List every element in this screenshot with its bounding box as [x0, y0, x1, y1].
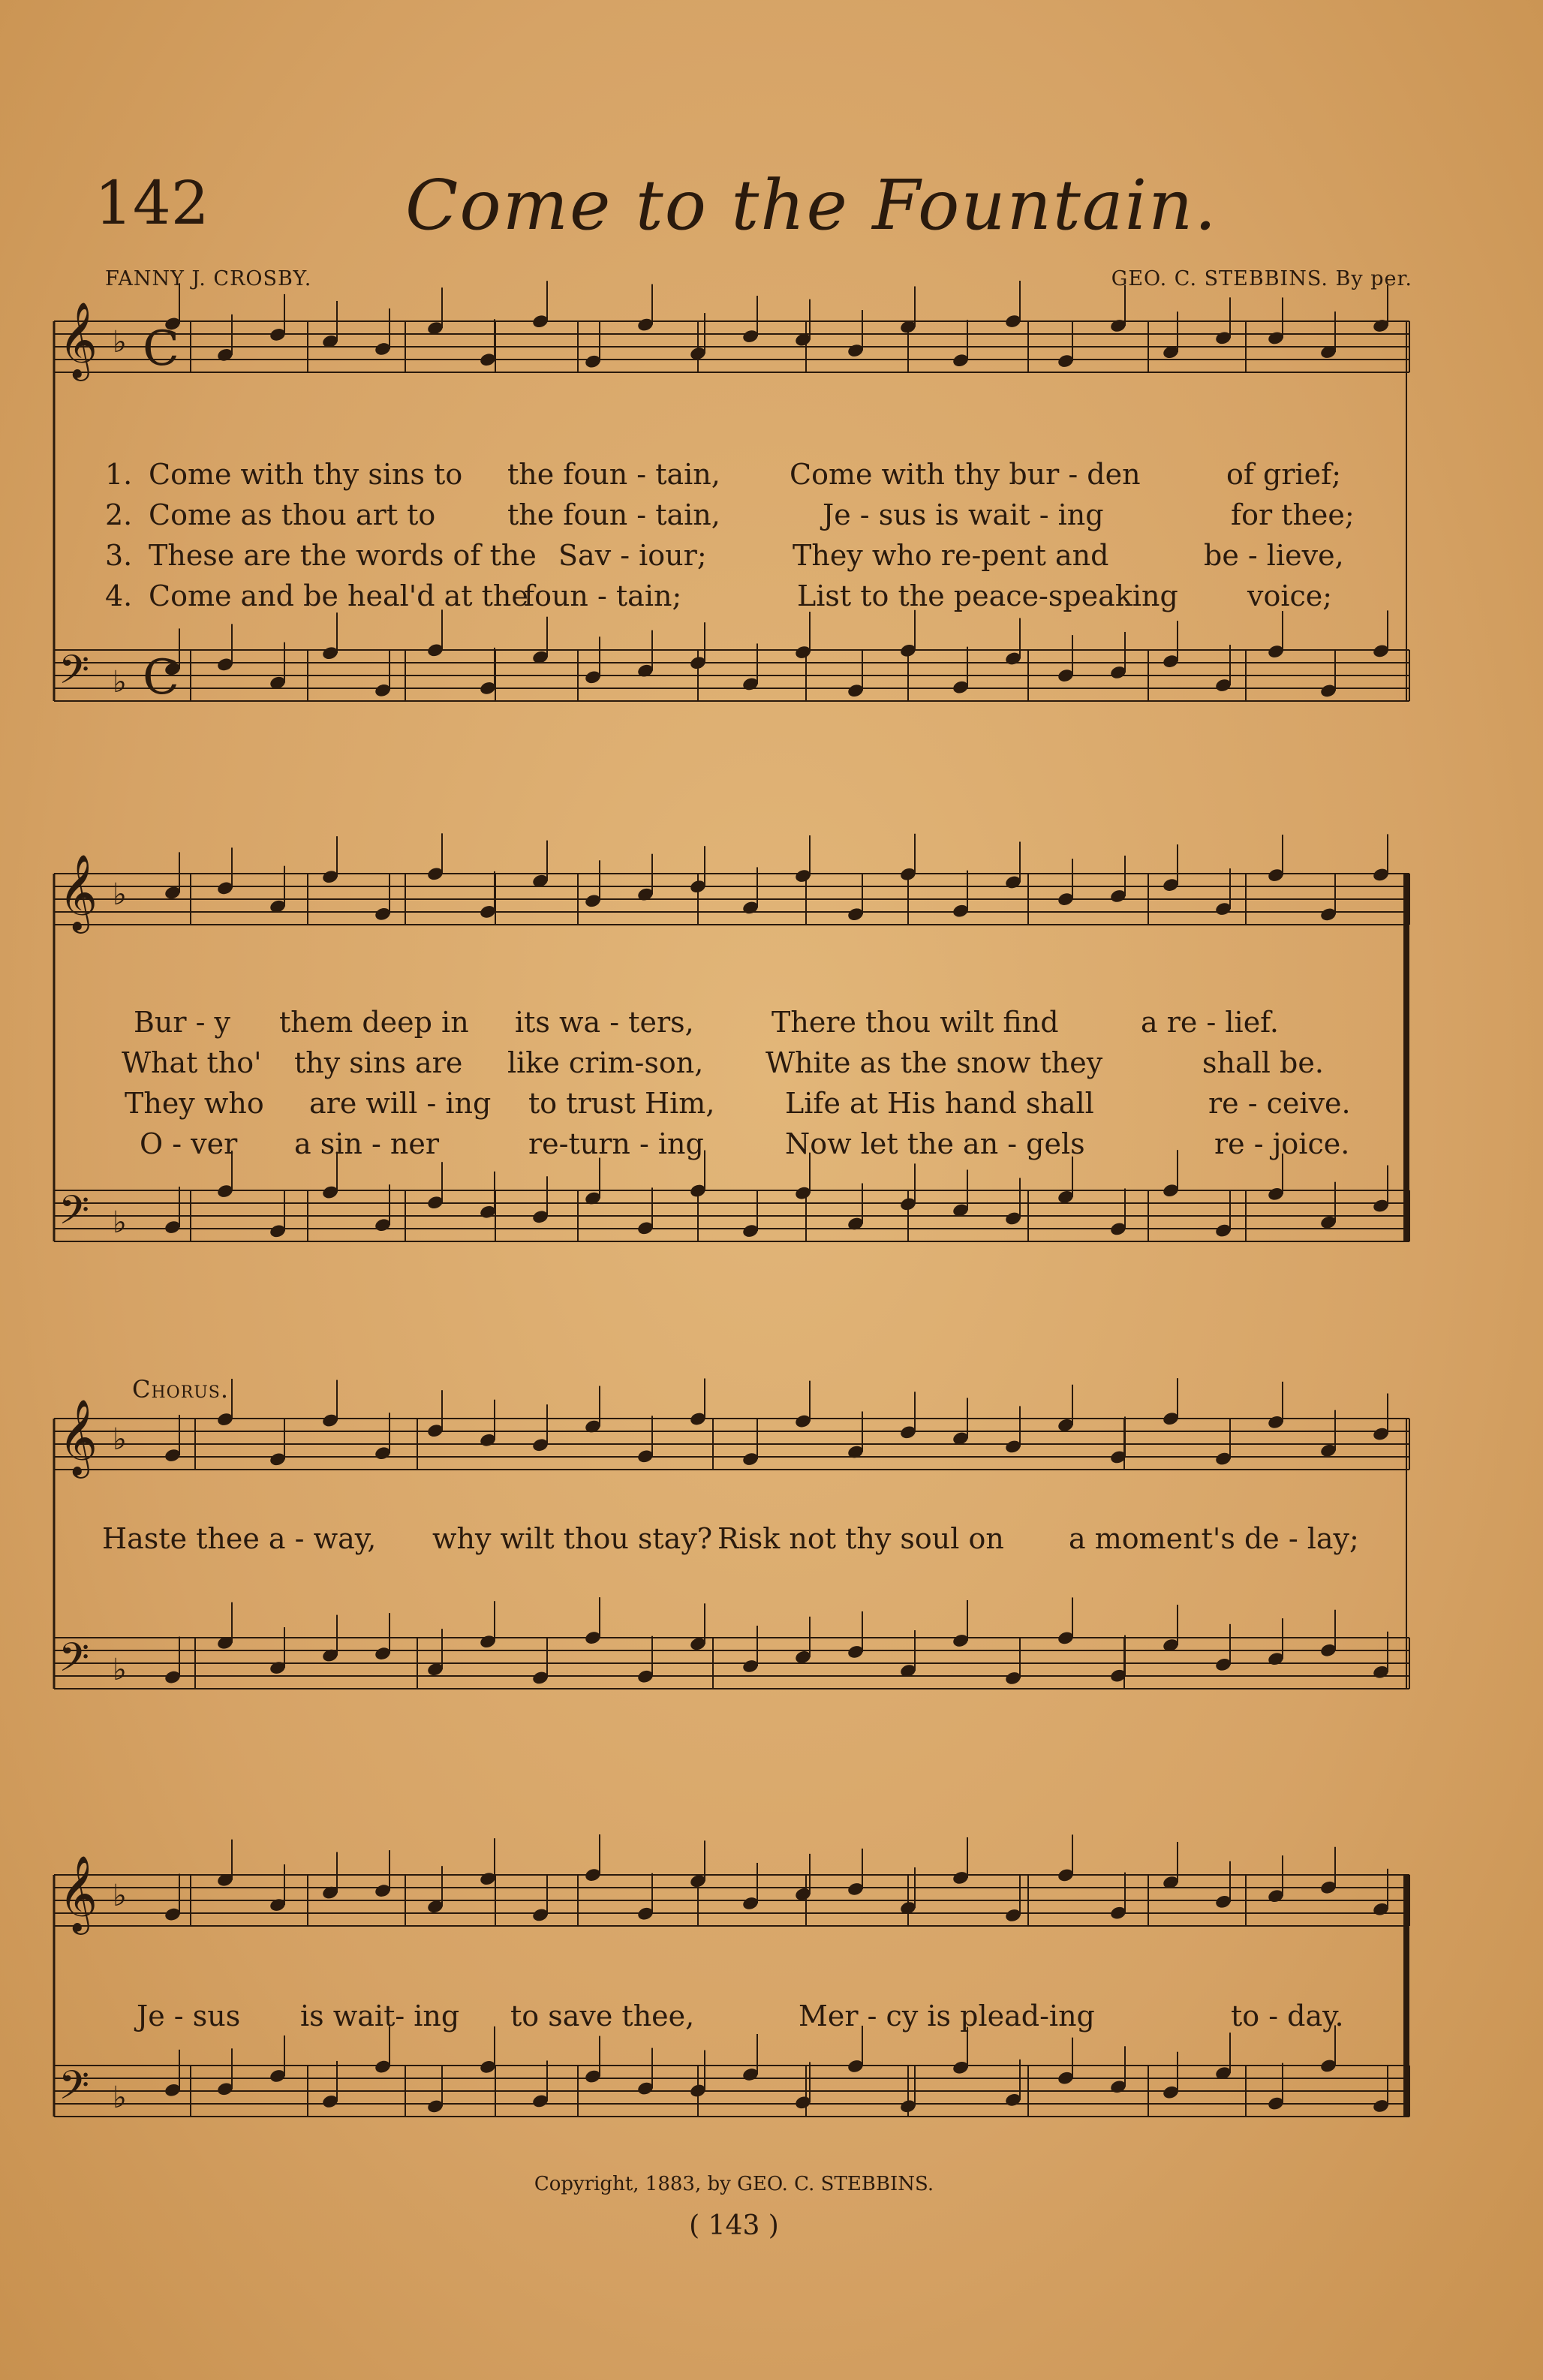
- chorus-line-2: [0, 1999, 1543, 2034]
- verse-3-line-1: [0, 539, 1543, 573]
- lyric-segment: These are the words of the: [149, 539, 537, 572]
- lyric-segment: re-turn - ing: [528, 1127, 704, 1160]
- treble-clef-icon: 𝄞: [59, 853, 98, 931]
- lyric-segment: thy sins are: [294, 1046, 463, 1079]
- lyric-segment: be - lieve,: [1204, 539, 1344, 572]
- chorus-line-1: [0, 1522, 1543, 1557]
- composer-credit: GEO. C. STEBBINS. By per.: [1111, 267, 1412, 290]
- verse-4-line-2: [0, 1127, 1543, 1162]
- lyric-segment: to trust Him,: [528, 1087, 715, 1120]
- lyric-segment: Come as thou art to: [149, 498, 436, 531]
- lyric-segment: List to the peace-speaking: [797, 579, 1178, 612]
- flat-icon: ♭: [113, 1653, 127, 1688]
- verse-3-line-2: [0, 1087, 1543, 1121]
- flat-icon: ♭: [113, 1422, 127, 1457]
- lyric-segment: Mer - cy is plead-ing: [799, 1999, 1095, 2032]
- chorus-label: Chorus.: [132, 1375, 230, 1404]
- page-number: ( 143 ): [689, 2210, 779, 2241]
- author-credit: FANNY J. CROSBY.: [105, 267, 312, 290]
- lyric-segment: to - day.: [1231, 1999, 1344, 2032]
- common-time-icon: C: [143, 320, 179, 377]
- lyric-segment: to save thee,: [510, 1999, 695, 2032]
- verse-number: 4.: [105, 579, 133, 612]
- lyric-segment: Haste thee a - way,: [102, 1522, 377, 1555]
- lyric-segment: why wilt thou stay?: [432, 1522, 713, 1555]
- verse-2-line-1: [0, 498, 1543, 533]
- treble-clef-icon: 𝄞: [59, 300, 98, 378]
- hymn-number: 142: [95, 168, 209, 238]
- treble-clef-icon: 𝄞: [59, 1854, 98, 1932]
- lyric-segment: its wa - ters,: [515, 1006, 694, 1039]
- bass-clef-icon: 𝄢: [59, 1187, 90, 1244]
- treble-clef-icon: 𝄞: [59, 1398, 98, 1476]
- lyric-segment: a re - lief.: [1141, 1006, 1279, 1039]
- bass-clef-icon: 𝄢: [59, 647, 90, 703]
- common-time-icon: C: [143, 649, 179, 706]
- hymn-title: Come to the Fountain.: [405, 165, 1218, 245]
- flat-icon: ♭: [113, 1878, 127, 1913]
- lyric-segment: Come with thy bur - den: [790, 458, 1141, 491]
- lyric-segment: White as the snow they: [765, 1046, 1103, 1079]
- verse-1-line-2: [0, 1006, 1543, 1040]
- flat-icon: ♭: [113, 665, 127, 700]
- lyric-segment: for thee;: [1231, 498, 1355, 531]
- bass-clef-icon: 𝄢: [59, 1635, 90, 1691]
- lyric-segment: What tho': [122, 1046, 262, 1079]
- lyric-segment: They who re-pent and: [793, 539, 1109, 572]
- lyric-segment: foun - tain;: [524, 579, 682, 612]
- lyric-segment: There thou wilt find: [772, 1006, 1059, 1039]
- verse-number: 3.: [105, 539, 133, 572]
- lyric-segment: Come with thy sins to: [149, 458, 463, 491]
- lyric-segment: Risk not thy soul on: [717, 1522, 1004, 1555]
- flat-icon: ♭: [113, 1205, 127, 1241]
- lyric-segment: Come and be heal'd at the: [149, 579, 528, 612]
- lyric-segment: are will - ing: [309, 1087, 492, 1120]
- verse-4-line-1: [0, 579, 1543, 614]
- lyric-segment: a moment's de - lay;: [1069, 1522, 1359, 1555]
- verse-number: 2.: [105, 498, 133, 531]
- lyric-segment: a sin - ner: [294, 1127, 439, 1160]
- lyric-segment: Je - sus is wait - ing: [823, 498, 1104, 531]
- lyric-segment: like crim-son,: [507, 1046, 704, 1079]
- lyric-segment: Je - sus: [137, 1999, 241, 2032]
- verse-1-line-1: [0, 458, 1543, 492]
- lyric-segment: re - ceive.: [1208, 1087, 1351, 1120]
- lyric-segment: Sav - iour;: [558, 539, 707, 572]
- lyric-segment: re - joice.: [1214, 1127, 1350, 1160]
- lyric-segment: Now let the an - gels: [785, 1127, 1085, 1160]
- lyric-segment: They who: [125, 1087, 264, 1120]
- bass-clef-icon: 𝄢: [59, 2063, 90, 2119]
- lyric-segment: Life at His hand shall: [785, 1087, 1094, 1120]
- verse-2-line-2: [0, 1046, 1543, 1081]
- verse-number: 1.: [105, 458, 133, 491]
- copyright-notice: Copyright, 1883, by GEO. C. STEBBINS.: [534, 2173, 934, 2195]
- flat-icon: ♭: [113, 877, 127, 912]
- lyric-segment: O - ver: [140, 1127, 238, 1160]
- flat-icon: ♭: [113, 324, 127, 360]
- lyric-segment: shall be.: [1202, 1046, 1324, 1079]
- lyric-segment: the foun - tain,: [507, 458, 720, 491]
- lyric-segment: the foun - tain,: [507, 498, 720, 531]
- lyric-segment: Bur - y: [134, 1006, 231, 1039]
- flat-icon: ♭: [113, 2081, 127, 2116]
- lyric-segment: voice;: [1247, 579, 1333, 612]
- lyric-segment: of grief;: [1226, 458, 1342, 491]
- lyric-segment: is wait- ing: [300, 1999, 460, 2032]
- lyric-segment: them deep in: [279, 1006, 469, 1039]
